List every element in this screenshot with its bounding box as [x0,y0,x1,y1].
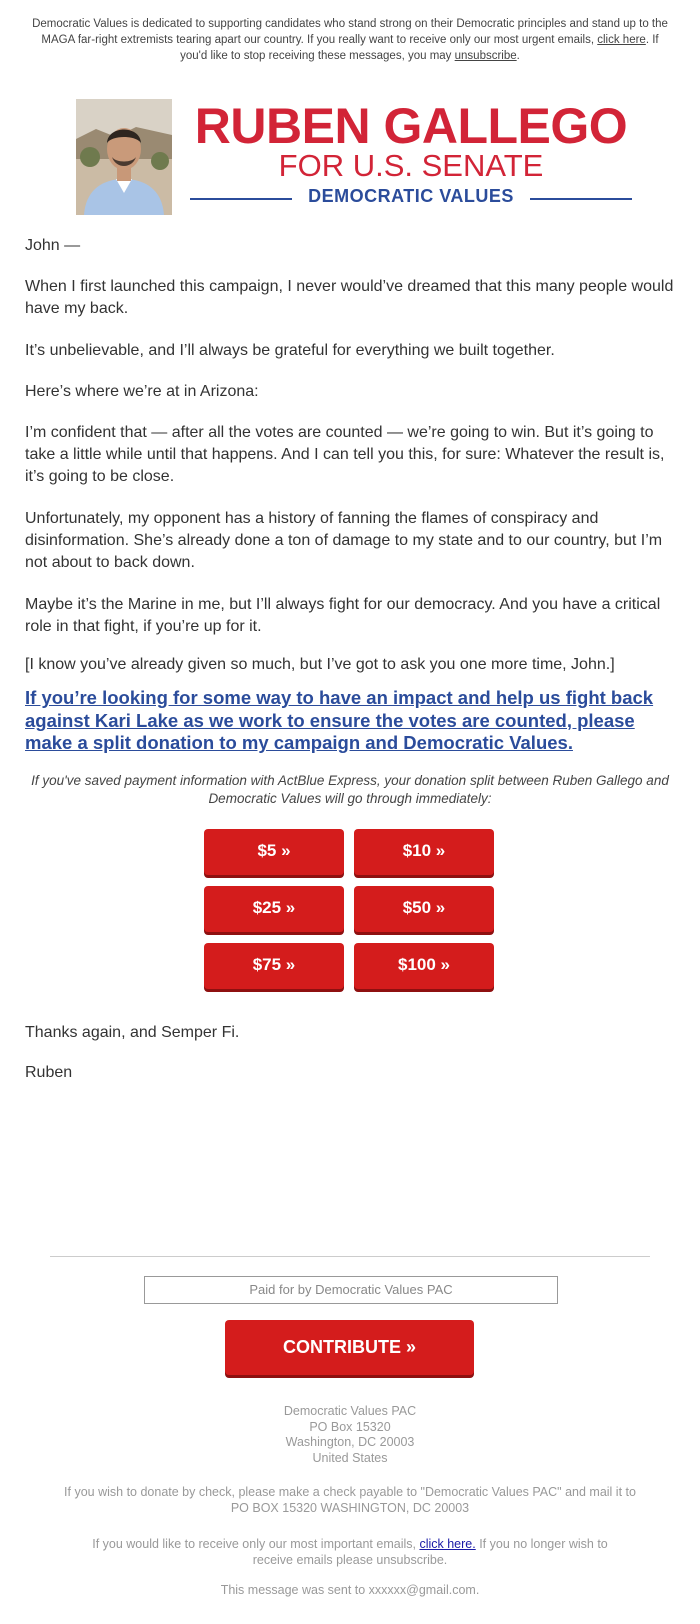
body-paragraph: [I know you’ve already given so much, but I’ve got to ask you one more time, John.] [25,656,615,673]
actblue-note: If you've saved payment information with ActBlue Express, your donation split between Ruben Gallego and Democratic Values will go through immediately: [31,773,669,806]
header-rule-left [190,198,292,200]
contribute-button[interactable]: CONTRIBUTE » [225,1320,474,1375]
donate-10-button[interactable]: $10 » [354,829,494,875]
body-paragraph: It’s unbelievable, and I’ll always be grateful for everything we built together. [25,342,555,359]
footer-divider [50,1256,650,1257]
important-emails-link[interactable]: click here. [419,1537,476,1551]
split-donation-link[interactable]: If you’re looking for some way to have an impact and help us fight back against Kari Lake as we work to ensure the votes are counted, please make a split donation to my campaign and Democratic Values. [25,687,654,753]
preheader-text-end: . [516,50,520,62]
closing: Thanks again, and Semper Fi. [25,1024,240,1041]
preheader [28,16,672,64]
donate-25-button[interactable]: $25 » [204,886,344,932]
preheader-click-here-link[interactable]: click here [597,34,646,46]
header-org-name: DEMOCRATIC VALUES [308,186,514,206]
signature: Ruben [25,1064,73,1081]
preheader-unsubscribe-link[interactable]: unsubscribe [454,50,517,62]
address-line: Washington, DC 20003 [285,1435,415,1449]
check-donation-note: If you wish to donate by check, please make a check payable to "Democratic Values PAC" and mail it to PO BOX 15320 WASHINGTON, DC 20003 [64,1485,636,1515]
donate-50-button[interactable]: $50 » [354,886,494,932]
donate-75-button[interactable]: $75 » [204,943,344,989]
donation-ask [25,687,681,755]
body-paragraph: When I first launched this campaign, I never would’ve dreamed that this many people would have my back. [25,278,674,317]
important-emails-text: If you would like to receive only our most important emails, [92,1537,420,1551]
body-paragraph: Maybe it’s the Marine in me, but I’ll always fight for our democracy. And you have a critical role in that fight, if you’re up for it. [25,596,661,635]
important-emails-note [75,1537,625,1568]
preheader-text: Democratic Values is dedicated to supporting candidates who stand strong on their Democratic principles and stand up to the MAGA far-right extremists tearing apart our country. If you really want to receive only our most urgent emails, [32,18,668,46]
preheader-text-middle: . If you'd like to stop receiving these messages, you may [180,34,659,62]
greeting: John — [25,237,81,254]
donate-5-button[interactable]: $5 » [204,829,344,875]
sent-to-note: This message was sent to xxxxxx@gmail.com. [220,1583,480,1597]
donate-100-button[interactable]: $100 » [354,943,494,989]
header-rule-right [530,198,632,200]
candidate-photo [76,99,172,215]
header-subtitle: FOR U.S. SENATE [278,148,544,183]
body-paragraph: Here’s where we’re at in Arizona: [25,383,259,400]
address-line: PO Box 15320 [309,1419,391,1434]
footer-address [50,1404,650,1466]
body-paragraph: Unfortunately, my opponent has a history of fanning the flames of conspiracy and disinformation. She’s already done a ton of damage to my state and to our country, but I’m not about to back down. [25,510,663,571]
header-candidate-name: RUBEN GALLEGO [194,98,628,154]
address-line: United States [312,1450,388,1465]
unsubscribe-text: If you no longer wish to receive emails please unsubscribe. [252,1537,608,1567]
paid-for-disclaimer: Paid for by Democratic Values PAC [144,1276,558,1304]
body-paragraph: I’m confident that — after all the votes are counted — we’re going to win. But it’s going to take a little while until that happens. And I can tell you this, for sure: Whatever the result is, it’s going to be close. [25,424,665,485]
address-line: Democratic Values PAC [283,1404,417,1418]
